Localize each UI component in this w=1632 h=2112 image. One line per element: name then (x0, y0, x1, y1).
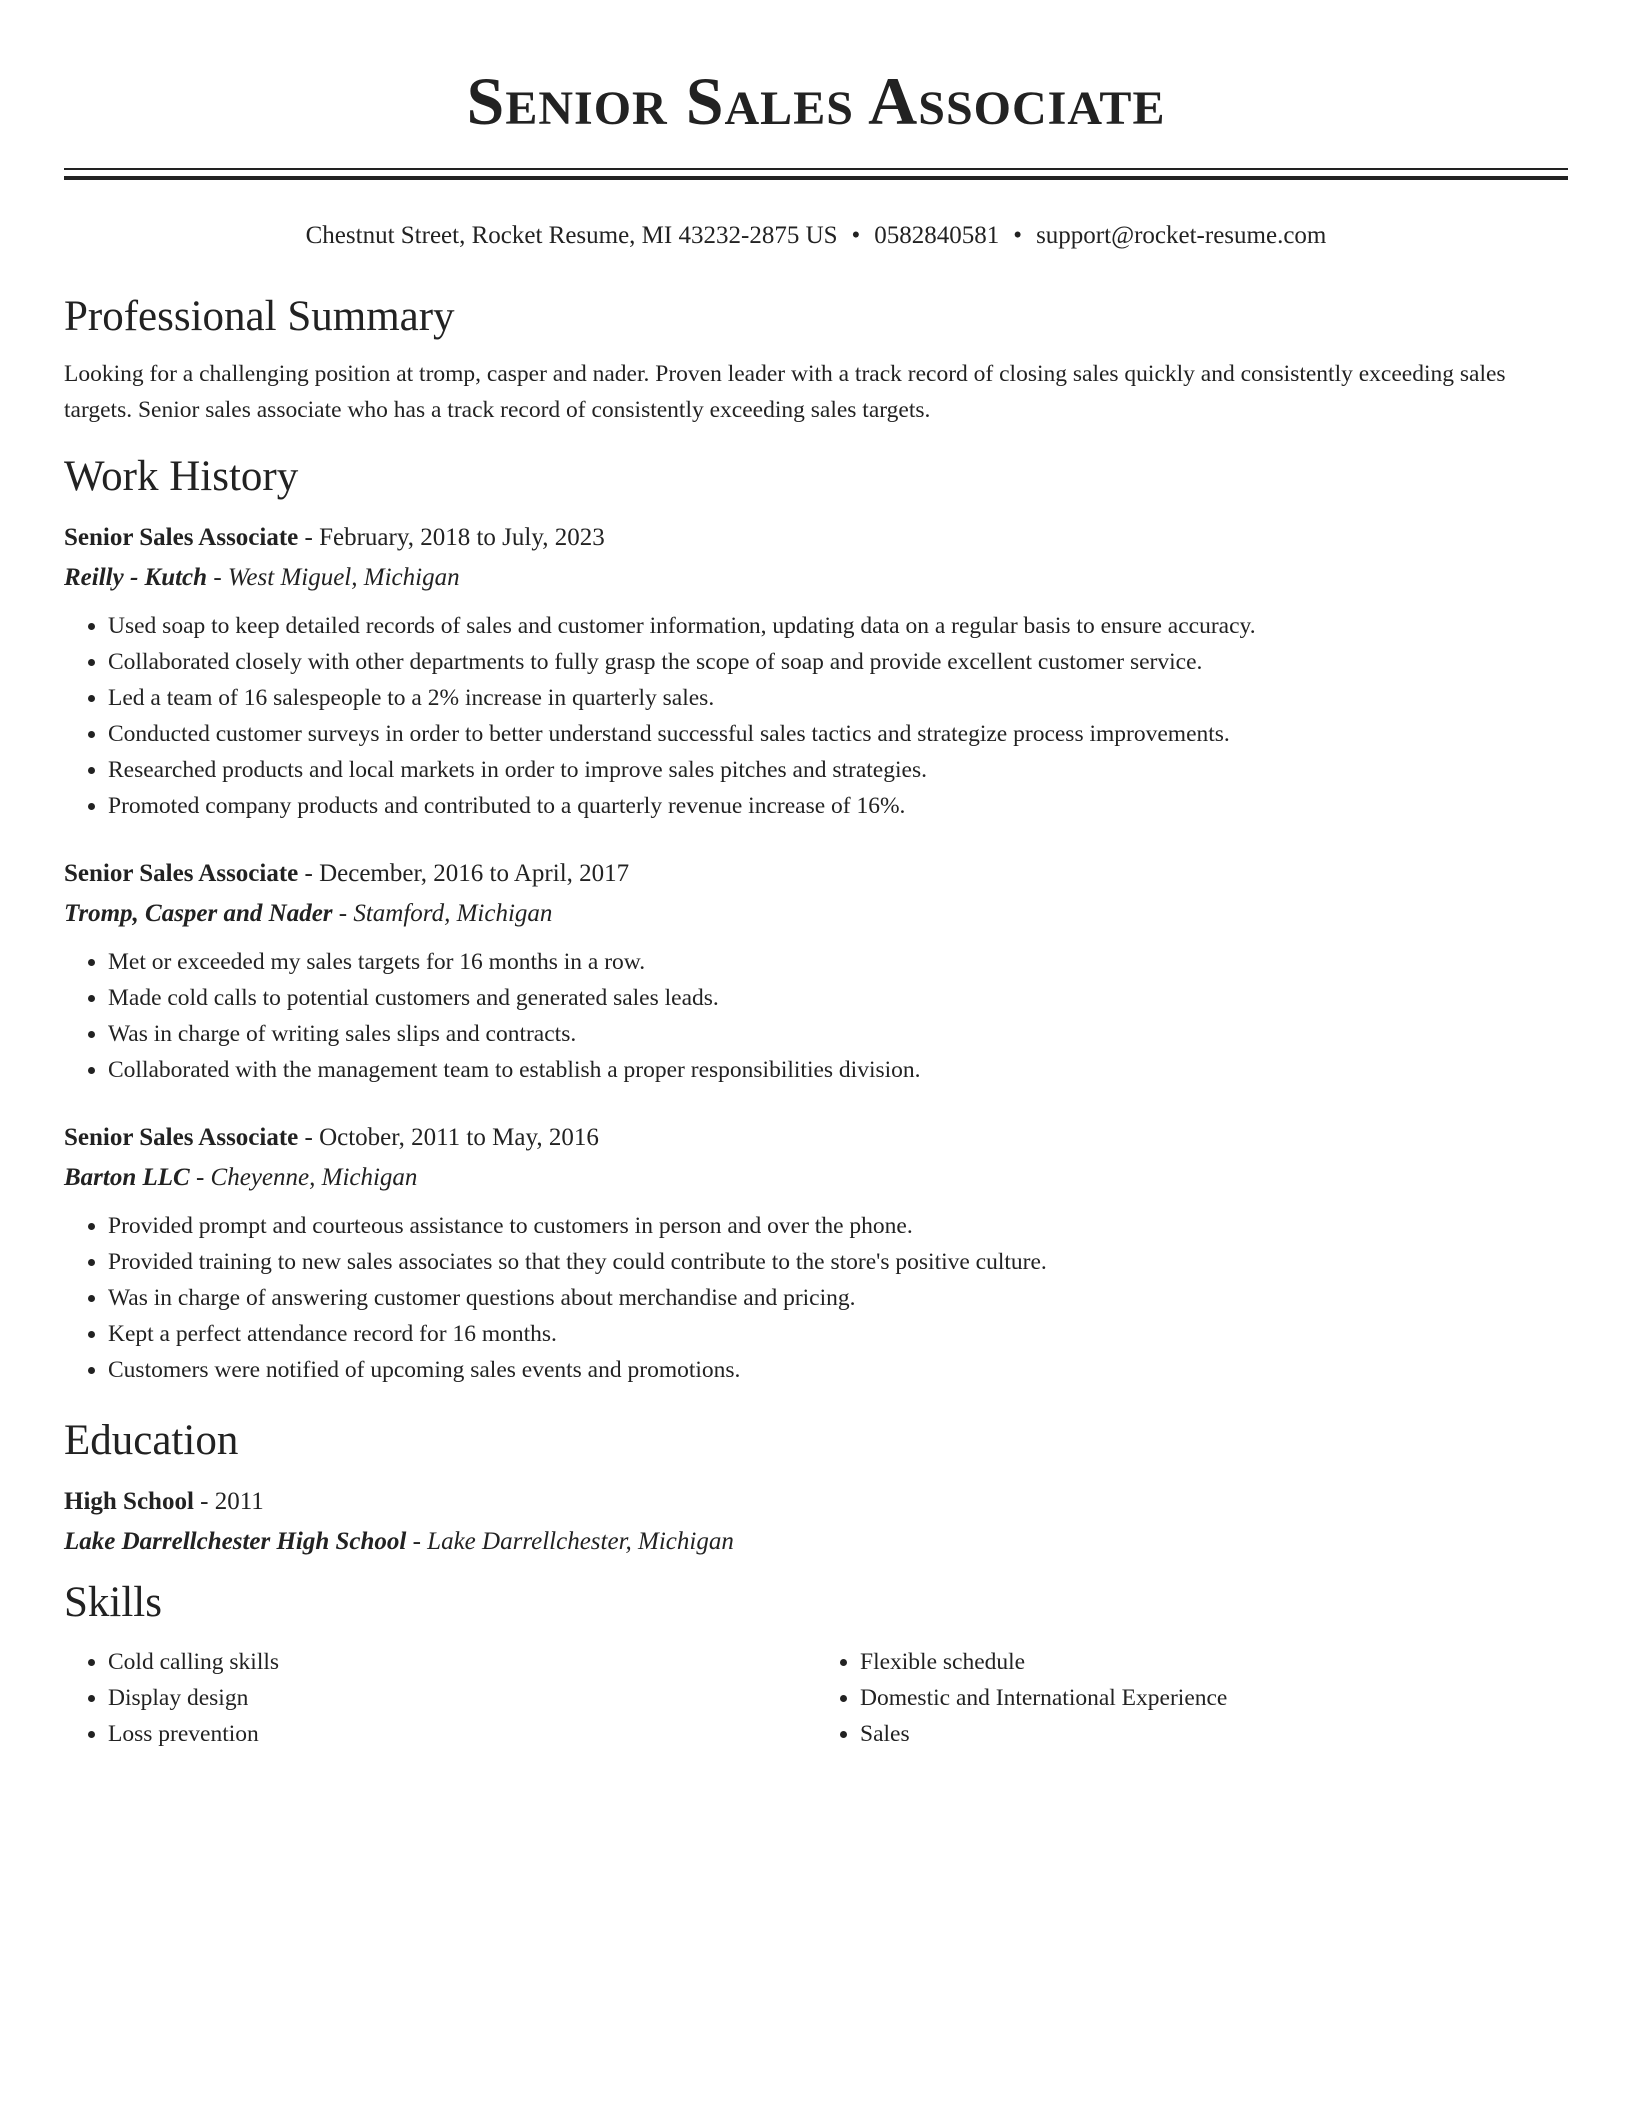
contact-address: Chestnut Street, Rocket Resume, MI 43232-2875 US (305, 222, 838, 249)
job-company: Barton LLC (64, 1164, 190, 1191)
education-entry (64, 1482, 1568, 1562)
list-item: • Researched products and local markets in order to improve sales pitches and strategies. (108, 752, 1568, 788)
job-bullets (64, 944, 1568, 1088)
job-role: Senior Sales Associate (64, 524, 299, 551)
job-entry-1 (64, 518, 1568, 824)
job-entry-3 (64, 1118, 1568, 1388)
education-year: - 2011 (193, 1488, 264, 1515)
job-company-line (64, 558, 1568, 598)
job-location: - West Miguel, Michigan (207, 564, 460, 591)
skills-right-column (816, 1644, 1568, 1752)
skill-item: • Flexible schedule (860, 1644, 1568, 1680)
list-item: • Used soap to keep detailed records of sales and customer information, updating data on a regular basis to ensure accuracy. (108, 608, 1568, 644)
list-item: • Kept a perfect attendance record for 16 months. (108, 1316, 1568, 1352)
list-item: • Made cold calls to potential customers and generated sales leads. (108, 980, 1568, 1016)
skills-heading: Skills (64, 1579, 162, 1626)
job-title-line (64, 1118, 1568, 1158)
education-degree: High School (64, 1488, 194, 1515)
work-history-heading: Work History (64, 453, 299, 500)
skill-item: • Cold calling skills (108, 1644, 816, 1680)
job-dates: - February, 2018 to July, 2023 (298, 524, 605, 551)
skill-item: • Domestic and International Experience (860, 1680, 1568, 1716)
job-dates: - October, 2011 to May, 2016 (298, 1124, 599, 1151)
contact-line (64, 220, 1568, 252)
skills-left-column (64, 1644, 816, 1752)
list-item: • Met or exceeded my sales targets for 16 months in a row. (108, 944, 1568, 980)
summary-text: Looking for a challenging position at tromp, casper and nader. Proven leader with a track record of closing sales quickly and consistently exceeding sales targets. Senior sales associate who has a track record of consistently exceeding sales targets. (64, 361, 1506, 423)
job-company-line (64, 1158, 1568, 1198)
list-item: • Provided training to new sales associates so that they could contribute to the store's positive culture. (108, 1244, 1568, 1280)
job-company-line (64, 894, 1568, 934)
skill-item: • Display design (108, 1680, 816, 1716)
list-item: • Provided prompt and courteous assistance to customers in person and over the phone. (108, 1208, 1568, 1244)
list-item: • Was in charge of writing sales slips and contracts. (108, 1016, 1568, 1052)
contact-email: support@rocket-resume.com (1036, 222, 1327, 249)
job-bullets (64, 608, 1568, 824)
skill-item: • Loss prevention (108, 1716, 816, 1752)
job-company: Reilly - Kutch (64, 564, 208, 591)
list-item: • Led a team of 16 salespeople to a 2% increase in quarterly sales. (108, 680, 1568, 716)
list-item: • Collaborated with the management team to establish a proper responsibilities division. (108, 1052, 1568, 1088)
job-role: Senior Sales Associate (64, 1124, 299, 1151)
job-title-line (64, 854, 1568, 894)
skill-item: • Sales (860, 1716, 1568, 1752)
list-item: • Conducted customer surveys in order to better understand successful sales tactics and strategize process improvements. (108, 716, 1568, 752)
job-dates: - December, 2016 to April, 2017 (298, 860, 630, 887)
job-location: - Cheyenne, Michigan (189, 1164, 418, 1191)
education-location: - Lake Darrellchester, Michigan (406, 1528, 734, 1555)
education-school-line (64, 1522, 1568, 1562)
list-item: • Was in charge of answering customer questions about merchandise and pricing. (108, 1280, 1568, 1316)
list-item: • Customers were notified of upcoming sales events and promotions. (108, 1352, 1568, 1388)
list-item: • Collaborated closely with other departments to fully grasp the scope of soap and provide excellent customer service. (108, 644, 1568, 680)
summary-heading: Professional Summary (64, 293, 455, 340)
resume-title: Senior Sales Associate (466, 63, 1166, 139)
title-divider (64, 168, 1568, 180)
skills-grid (64, 1644, 1568, 1752)
job-bullets (64, 1208, 1568, 1388)
contact-separator: • (851, 222, 861, 249)
job-company: Tromp, Casper and Nader (64, 900, 333, 927)
job-entry-2 (64, 854, 1568, 1088)
contact-phone: 0582840581 (874, 222, 1000, 249)
job-location: - Stamford, Michigan (332, 900, 553, 927)
education-heading: Education (64, 1417, 239, 1464)
education-school: Lake Darrellchester High School (64, 1528, 407, 1555)
contact-separator: • (1013, 222, 1023, 249)
list-item: • Promoted company products and contributed to a quarterly revenue increase of 16%. (108, 788, 1568, 824)
job-role: Senior Sales Associate (64, 860, 299, 887)
job-title-line (64, 518, 1568, 558)
education-degree-line (64, 1482, 1568, 1522)
